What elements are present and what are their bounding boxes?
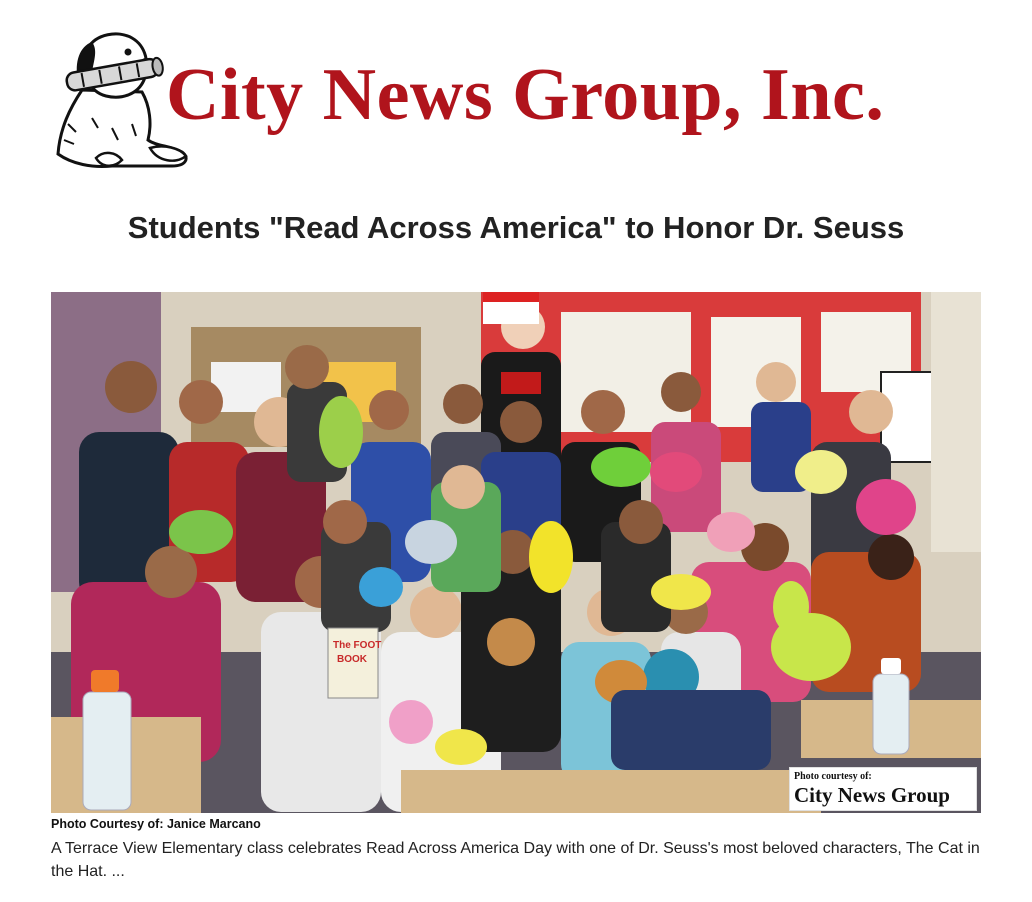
stamp-small-text: Photo courtesy of: <box>794 771 872 782</box>
article-photo[interactable] <box>51 292 981 813</box>
article-headline[interactable]: Students "Read Across America" to Honor Dr. Seuss <box>127 210 905 245</box>
book-title-bottom: BOOK <box>337 654 367 665</box>
stamp-big-text: City News Group <box>794 783 950 807</box>
book-title-top: The FOOT <box>333 640 382 651</box>
photo-credit: Photo Courtesy of: Janice Marcano <box>51 817 261 831</box>
class-photo-image <box>51 292 981 813</box>
masthead <box>52 28 972 174</box>
brand-name[interactable]: City News Group, Inc. <box>166 54 885 136</box>
article-caption: A Terrace View Elementary class celebrates Read Across America Day with one of Dr. Seuss's most beloved characters, The Cat in the Hat. ... <box>51 840 980 880</box>
photo-courtesy-stamp <box>789 767 977 811</box>
